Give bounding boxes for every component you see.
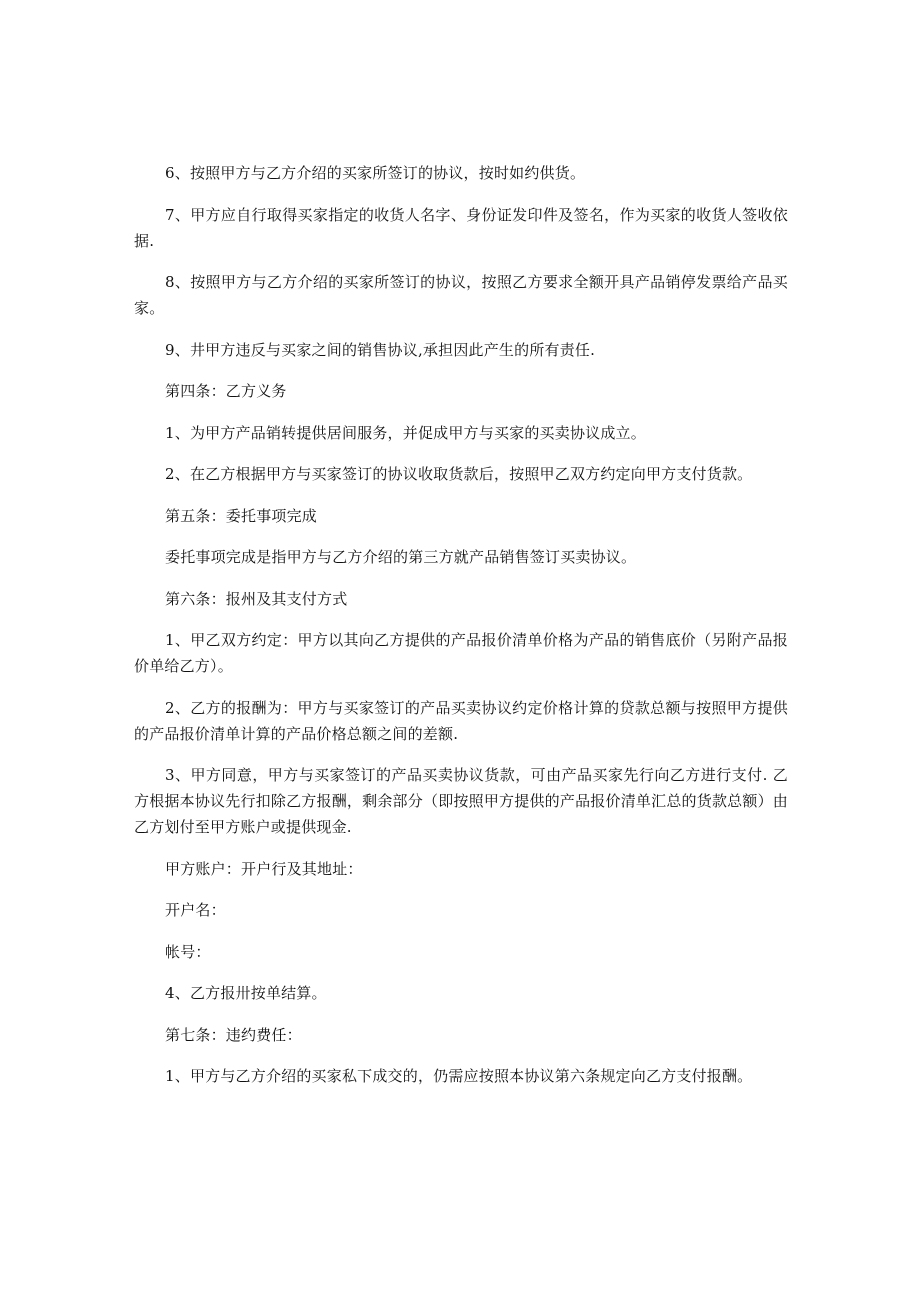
article-4-heading: 第四条：乙方义务	[165, 382, 287, 400]
clause-6-item-4: 4、乙方报卅按单结算。	[165, 984, 327, 1002]
account-number-line: 帐号：	[165, 942, 211, 961]
clause-6-item-3: 3、甲方同意，甲方与买家签订的产品买卖协议货款，可由产品买家先行向乙方进行支付. 乙方根据本协议先行扣除乙方报酬，剩余部分（即按照甲方提供的产品报价清单汇总的货款总额）由乙方划付至甲方账户或提供现金.	[134, 766, 788, 836]
clause-7-item-1: 1、甲方与乙方介绍的买家私下成交的，仍需应按照本协议第六条规定向乙方支付报酬。	[165, 1067, 753, 1085]
account-name-line: 开户名：	[165, 901, 226, 919]
clause-3-item-6: 6、按照甲方与乙方介绍的买家所签订的协议，按时如约供货。	[165, 164, 586, 182]
article-7-heading: 第七条：违约费任：	[165, 1025, 302, 1044]
article-5-heading: 第五条：委托事项完成	[165, 506, 318, 525]
clause-6-item-1: 1、甲乙双方约定：甲方以其向乙方提供的产品报价清单价格为产品的销售底价（另附产品报价单给乙方）。	[134, 631, 788, 675]
clause-3-item-9: 9、井甲方违反与买家之间的销售协议,承担因此产生的所有责任.	[165, 340, 596, 359]
document-body	[134, 160, 788, 1105]
clause-3-item-7: 7、甲方应自行取得买家指定的收货人名字、身份证发印件及签名，作为买家的收货人签收依据.	[134, 205, 788, 250]
clause-6-item-2: 2、乙方的报酬为：甲方与买家签订的产品买卖协议约定价格计算的贷款总额与按照甲方提供的产品报价清单计算的产品价格总额之间的差额.	[134, 698, 788, 743]
clause-4-item-2: 2、在乙方根据甲方与买家签订的协议收取货款后，按照甲乙双方约定向甲方支付货款。	[165, 465, 753, 483]
article-6-heading: 第六条：报州及其支付方式	[165, 589, 348, 608]
account-bank-line: 甲方账户：开户行及其地址：	[165, 859, 363, 878]
clause-3-item-8: 8、按照甲方与乙方介绍的买家所签订的协议，按照乙方要求全额开具产品销停发票给产品买家。	[134, 273, 788, 317]
clause-4-item-1: 1、为甲方产品销转提供居间服务，并促成甲方与买家的买卖协议成立。	[165, 423, 646, 442]
clause-5-text: 委托事项完成是指甲方与乙方介绍的第三方就产品销售签订买卖协议。	[165, 548, 637, 566]
